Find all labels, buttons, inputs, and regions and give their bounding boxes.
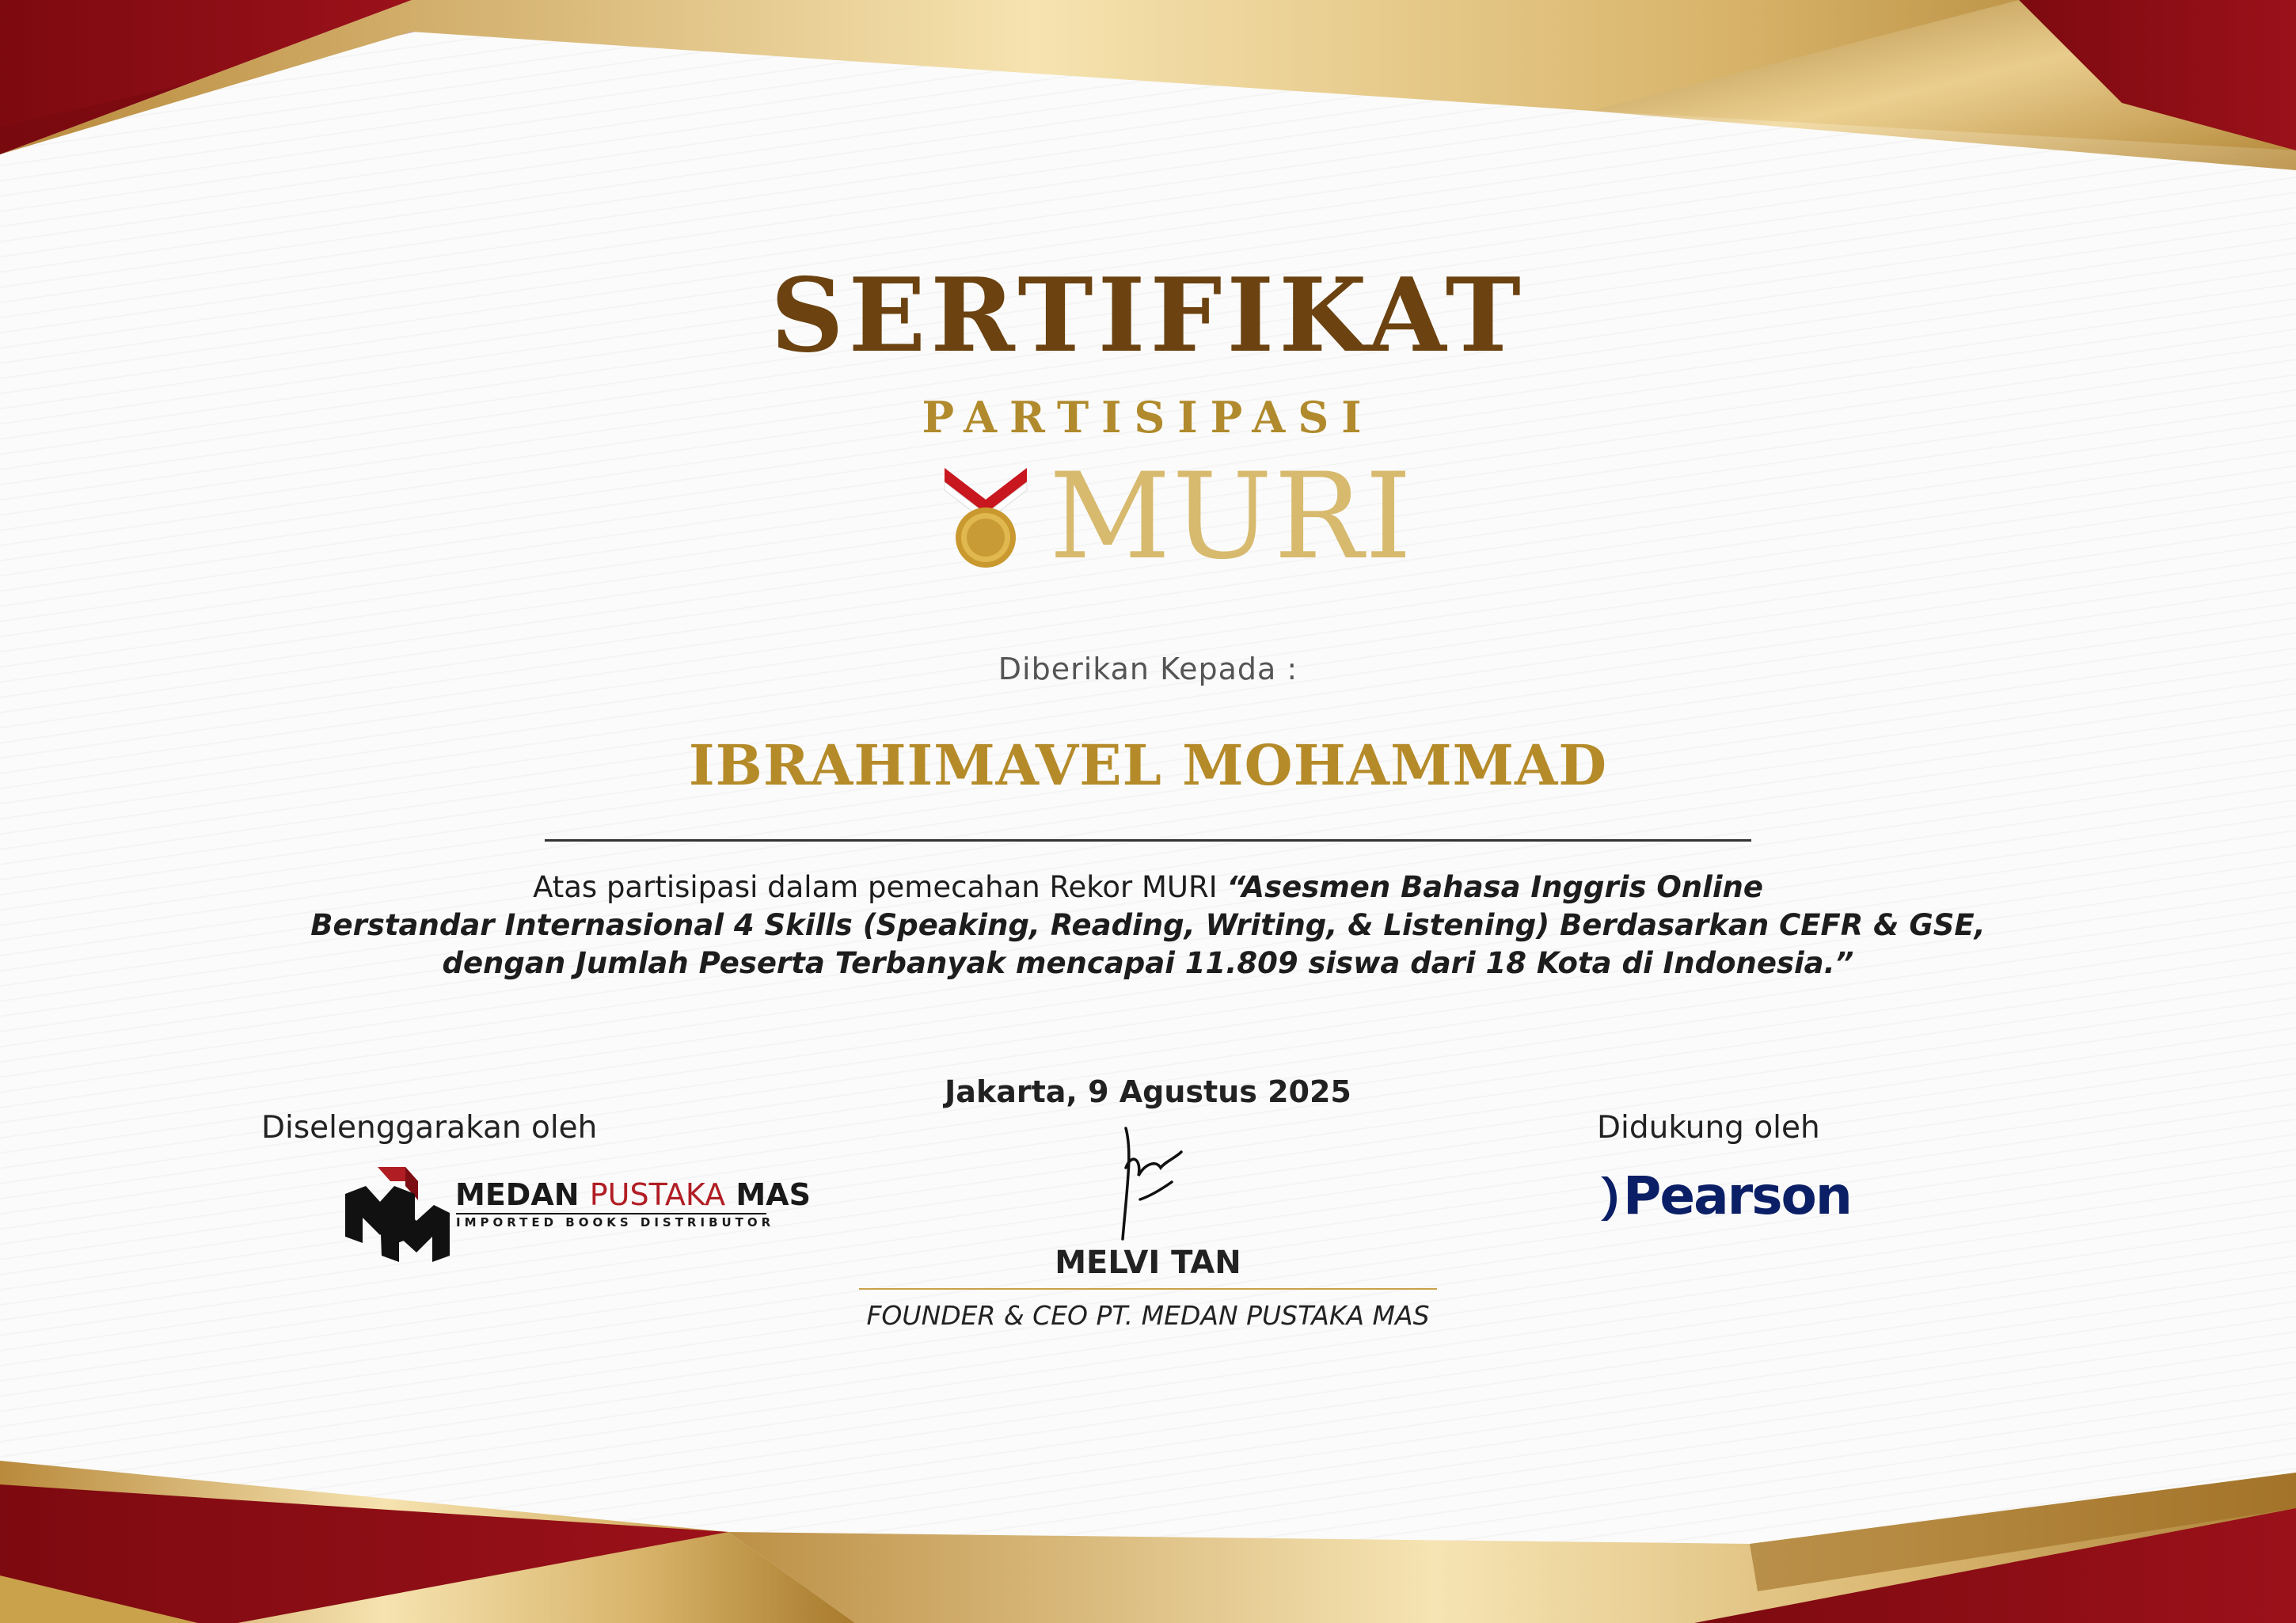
recipient-name: IBRAHIMAVEL MOHAMMAD [688, 732, 1608, 798]
organizer-label: Diselenggarakan oleh [261, 1110, 598, 1146]
supporter-label: Didukung oleh [1597, 1110, 1820, 1146]
muri-medal-icon [938, 462, 1033, 572]
mpm-logo-rule [456, 1213, 766, 1214]
signatory-rule [859, 1288, 1437, 1290]
muri-wordmark: MURI [1049, 448, 1414, 586]
given-to-label: Diberikan Kepada : [998, 652, 1298, 686]
name-underline [545, 839, 1751, 842]
description-quote-line3: dengan Jumlah Peserta Terbanyak mencapai 11.809 siswa dari 18 Kota di Indonesia.” [442, 946, 1854, 980]
description [238, 869, 2058, 983]
signatory-title: FOUNDER & CEO PT. MEDAN PUSTAKA MAS [866, 1300, 1430, 1331]
certificate-subtitle: PARTISIPASI [922, 392, 1374, 443]
signature-mark [1108, 1120, 1196, 1247]
pearson-mark-icon [1599, 1175, 1623, 1222]
description-quote-line1: “Asesmen Bahasa Inggris Online [1226, 870, 1763, 904]
mpm-logo-tagline: IMPORTED BOOKS DISTRIBUTOR [456, 1215, 775, 1230]
description-lead: Atas partisipasi dalam pemecahan Rekor MURI [533, 870, 1227, 904]
pearson-logo-text: Pearson [1623, 1165, 1851, 1226]
description-quote-line2: Berstandar Internasional 4 Skills (Speaking, Reading, Writing, & Listening) Berdasarkan CEFR & GSE, [310, 908, 1986, 942]
place-date: Jakarta, 9 Agustus 2025 [945, 1074, 1351, 1109]
mpm-logo-icon [342, 1164, 453, 1263]
signatory-name: MELVI TAN [1055, 1245, 1241, 1281]
mpm-logo-text: MEDAN PUSTAKA MAS [455, 1177, 811, 1212]
certificate-title: SERTIFIKAT [770, 257, 1526, 375]
muri-logo [938, 448, 1414, 586]
